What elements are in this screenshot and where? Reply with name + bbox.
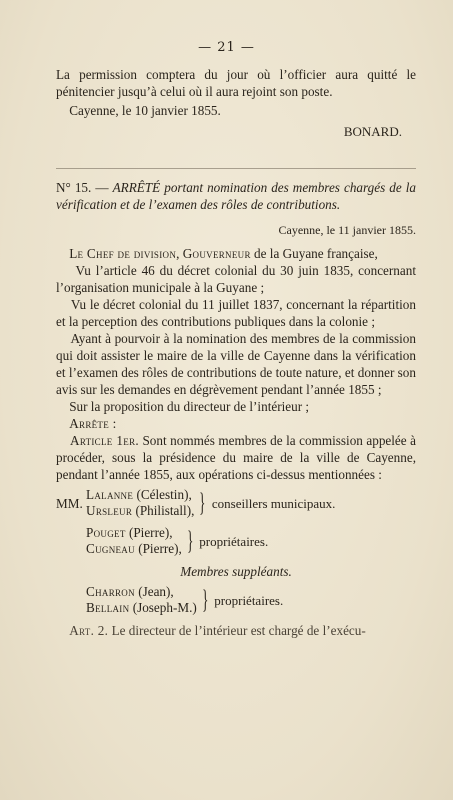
member-role: propriétaires. (214, 592, 284, 608)
permission-paragraph: La permission comptera du jour où l’officier aura quitté le pénitencier jusqu’à celui où il aura rejoint son poste. (56, 67, 416, 99)
member-name: Lalanne (Célestin), (86, 487, 192, 502)
article-1: Article 1er. Sont nommés membres de la commission appelée à procéder, sous la présidence du maire de la ville de Cayenne, pendant l’année 1855, aux opérations ci-dessus mentionnées : (56, 433, 416, 482)
signature: BONARD. (343, 124, 402, 139)
date-line-1: Cayenne, le 10 janvier 1855. (69, 103, 221, 118)
page-number: — 21 — (198, 40, 255, 55)
names-block (86, 487, 194, 519)
members-list (56, 487, 416, 616)
member-name: Pouget (Pierre), (86, 525, 173, 540)
arrete-title (56, 179, 416, 213)
member-name: Cugneau (Pierre), (86, 541, 182, 556)
brace-icon: } (201, 585, 209, 614)
arrete-title-text: ARRÊTÉ portant nomination des membres chargés de la vérification et de l’examen des rôles de contributions. (56, 180, 416, 212)
brace-icon: } (186, 526, 194, 555)
member-role: conseillers municipaux. (211, 495, 336, 511)
preamble-ayant: Ayant à pourvoir à la nomination des membres de la commission qui doit assister le maire de la ville de Cayenne dans la vérification et l’examen des rôles de contributions de toute nature, et donner son avis sur les demandes en dégrèvement pendant l’année 1855 ; (56, 331, 416, 397)
mm-label: MM. (56, 495, 83, 511)
members-group-councillors (56, 487, 416, 519)
preamble-proposition: Sur la proposition du directeur de l’intérieur ; (69, 399, 310, 414)
preamble-vu-2: Vu le décret colonial du 11 juillet 1837, concernant la répartition et la perception des contributions publiques dans la colonie ; (56, 297, 416, 329)
preamble-vu-1: Vu l’article 46 du décret colonial du 30 juin 1835, concernant l’organisation municipale à la Guyane ; (56, 263, 417, 295)
arrete-number: N° 15. — (56, 180, 109, 195)
brace-icon: } (199, 488, 206, 517)
names-block (86, 525, 182, 557)
members-group-owners (56, 525, 416, 557)
page-content (56, 66, 416, 639)
suppleants-heading: Membres suppléants. (180, 564, 292, 579)
member-name: Charron (Jean), (86, 584, 174, 599)
date-line-2: Cayenne, le 11 janvier 1855. (278, 223, 416, 237)
separator-line (56, 168, 416, 169)
article-2: Art. 2. Le directeur de l’intérieur est chargé de l’exécu- (69, 623, 366, 638)
members-group-suppleants (56, 584, 416, 616)
member-name: Bellain (Joseph-M.) (86, 600, 197, 615)
member-role: propriétaires. (199, 533, 269, 549)
names-block (86, 584, 197, 616)
member-name: Ursleur (Philistall), (86, 503, 195, 518)
preamble-governor: Le Chef de division, Gouverneur de la Guyane française, (69, 246, 378, 261)
arrete-label: Arrête : (69, 416, 117, 431)
